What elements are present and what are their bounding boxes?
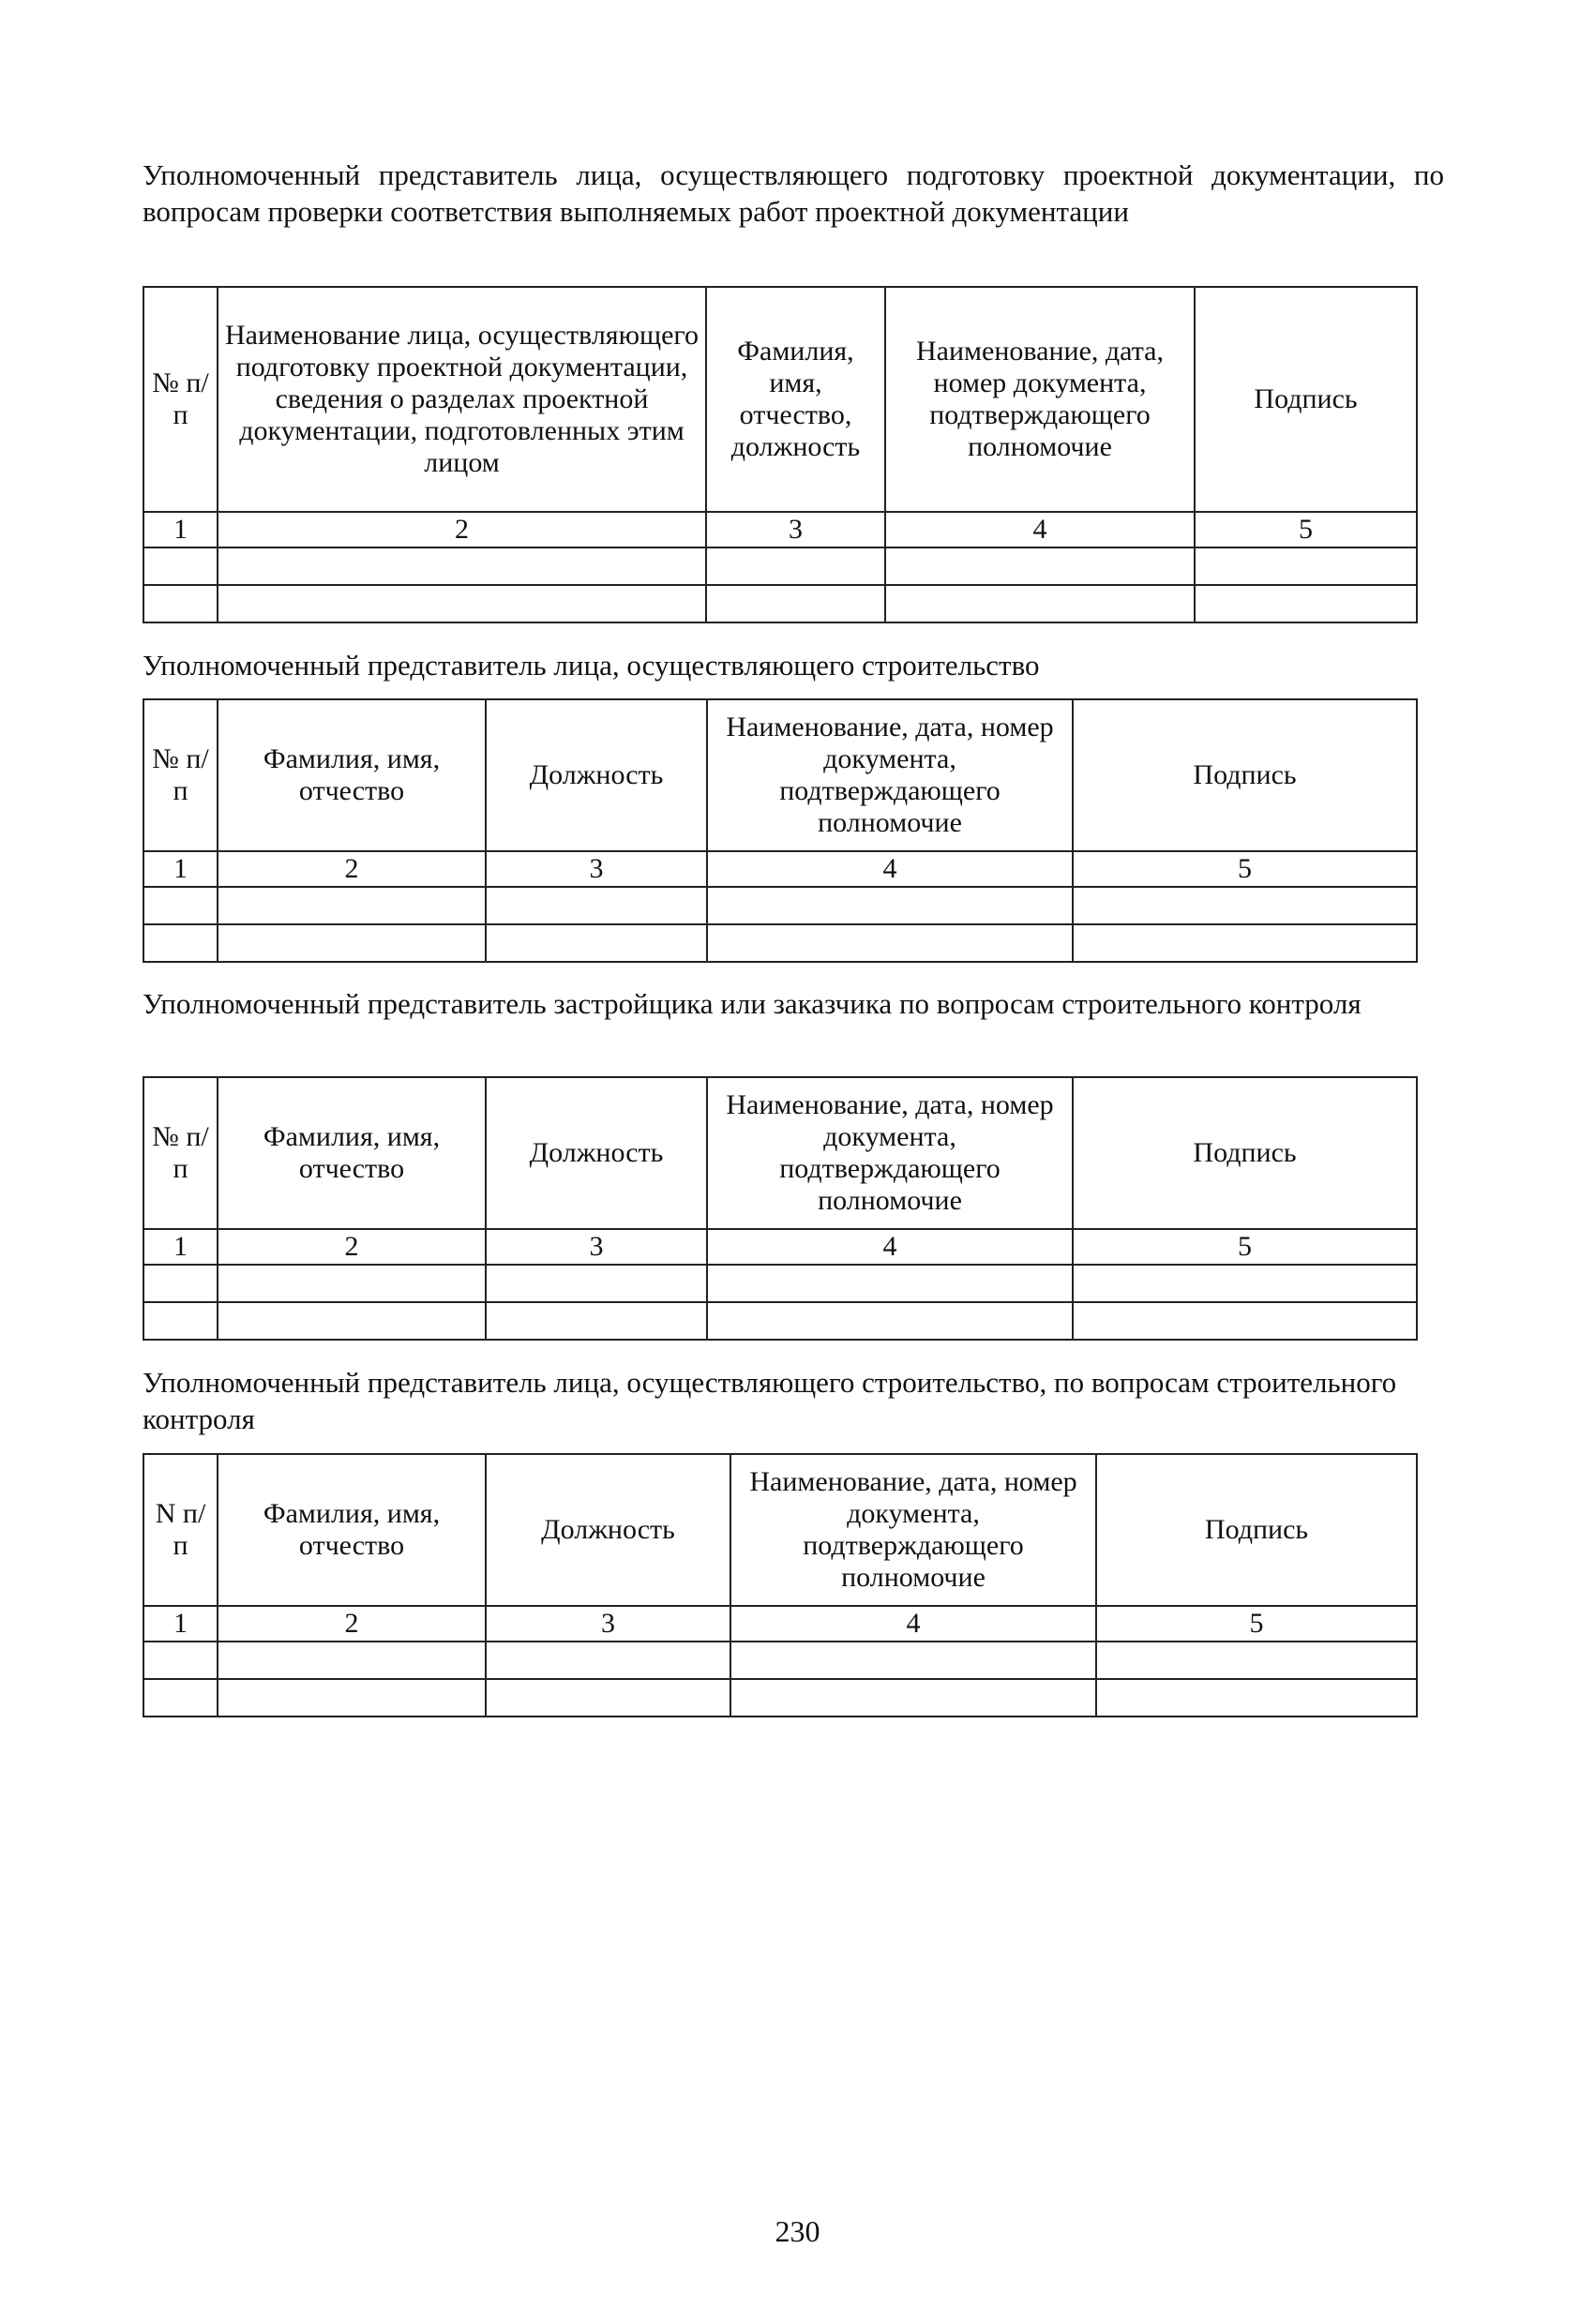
- header-signature: Подпись: [1096, 1454, 1417, 1606]
- column-number: 5: [1073, 851, 1417, 887]
- blank-cell[interactable]: [706, 585, 885, 622]
- blank-cell[interactable]: [486, 924, 707, 962]
- blank-row: [143, 585, 1417, 622]
- blank-cell[interactable]: [1096, 1679, 1417, 1717]
- section-2-table: [143, 698, 1418, 963]
- blank-cell[interactable]: [218, 1679, 486, 1717]
- column-number: 4: [885, 512, 1195, 547]
- header-signature: Подпись: [1195, 287, 1417, 512]
- blank-cell[interactable]: [885, 585, 1195, 622]
- header-number: N п/п: [143, 1454, 218, 1606]
- blank-cell[interactable]: [143, 547, 218, 585]
- blank-row: [143, 887, 1417, 924]
- header-authority-document: Наименование, дата, номер документа, подтверждающего полномочие: [707, 699, 1073, 851]
- column-number: 3: [486, 1229, 707, 1265]
- column-number: 1: [143, 512, 218, 547]
- header-authority-document: Наименование, дата, номер документа, подтверждающего полномочие: [730, 1454, 1096, 1606]
- blank-cell[interactable]: [1195, 547, 1417, 585]
- blank-cell[interactable]: [486, 1679, 730, 1717]
- blank-cell[interactable]: [218, 1642, 486, 1679]
- column-number: 3: [706, 512, 885, 547]
- header-number: № п/п: [143, 1077, 218, 1229]
- header-position: Должность: [486, 1077, 707, 1229]
- table-header-row: [143, 287, 1417, 512]
- blank-cell[interactable]: [143, 924, 218, 962]
- blank-cell[interactable]: [1073, 1302, 1417, 1340]
- header-number: № п/п: [143, 287, 218, 512]
- column-number: 3: [486, 851, 707, 887]
- header-signature: Подпись: [1073, 1077, 1417, 1229]
- blank-cell[interactable]: [1073, 887, 1417, 924]
- column-number: 2: [218, 1229, 486, 1265]
- blank-row: [143, 1679, 1417, 1717]
- blank-cell[interactable]: [486, 1642, 730, 1679]
- blank-cell[interactable]: [707, 1302, 1073, 1340]
- header-authority-document: Наименование, дата, номер документа, подтверждающего полномочие: [885, 287, 1195, 512]
- column-number: 1: [143, 1229, 218, 1265]
- blank-cell[interactable]: [143, 585, 218, 622]
- column-number: 4: [730, 1606, 1096, 1642]
- blank-cell[interactable]: [218, 547, 706, 585]
- column-number: 2: [218, 851, 486, 887]
- blank-cell[interactable]: [143, 1679, 218, 1717]
- column-number-row: [143, 512, 1417, 547]
- column-number-row: [143, 1229, 1417, 1265]
- blank-row: [143, 1265, 1417, 1302]
- blank-cell[interactable]: [1195, 585, 1417, 622]
- column-number: 5: [1195, 512, 1417, 547]
- blank-cell[interactable]: [707, 924, 1073, 962]
- blank-cell[interactable]: [707, 1265, 1073, 1302]
- column-number: 3: [486, 1606, 730, 1642]
- column-number: 4: [707, 1229, 1073, 1265]
- blank-cell[interactable]: [218, 1302, 486, 1340]
- header-full-name: Фамилия, имя, отчество: [218, 1077, 486, 1229]
- blank-cell[interactable]: [143, 887, 218, 924]
- table-header-row: [143, 1077, 1417, 1229]
- header-number: № п/п: [143, 699, 218, 851]
- section-3-caption: Уполномоченный представитель застройщика или заказчика по вопросам строительного контроля: [143, 987, 1362, 1020]
- header-signature: Подпись: [1073, 699, 1417, 851]
- header-full-name: Фамилия, имя, отчество: [218, 1454, 486, 1606]
- blank-cell[interactable]: [706, 547, 885, 585]
- section-4-table: [143, 1453, 1418, 1717]
- column-number: 1: [143, 851, 218, 887]
- blank-cell[interactable]: [143, 1642, 218, 1679]
- blank-cell[interactable]: [143, 1302, 218, 1340]
- column-number: 2: [218, 1606, 486, 1642]
- table-header-row: [143, 1454, 1417, 1606]
- blank-cell[interactable]: [1073, 1265, 1417, 1302]
- column-number: 5: [1096, 1606, 1417, 1642]
- blank-cell[interactable]: [218, 924, 486, 962]
- section-2-caption: Уполномоченный представитель лица, осуществляющего строительство: [143, 649, 1040, 682]
- blank-cell[interactable]: [707, 887, 1073, 924]
- header-position: Должность: [486, 1454, 730, 1606]
- blank-cell[interactable]: [486, 1302, 707, 1340]
- blank-row: [143, 1302, 1417, 1340]
- column-number: 1: [143, 1606, 218, 1642]
- section-3-table: [143, 1076, 1418, 1341]
- header-position: Должность: [486, 699, 707, 851]
- blank-cell[interactable]: [730, 1642, 1096, 1679]
- section-4-caption: Уполномоченный представитель лица, осуществляющего строительство, по вопросам строительного контроля: [143, 1366, 1397, 1435]
- column-number: 4: [707, 851, 1073, 887]
- blank-row: [143, 924, 1417, 962]
- column-number: 2: [218, 512, 706, 547]
- blank-cell[interactable]: [486, 887, 707, 924]
- column-number: 5: [1073, 1229, 1417, 1265]
- header-full-name-position: Фамилия, имя, отчество, должность: [706, 287, 885, 512]
- blank-cell[interactable]: [218, 585, 706, 622]
- page-number: 230: [775, 2214, 820, 2248]
- blank-cell[interactable]: [143, 1265, 218, 1302]
- blank-cell[interactable]: [1096, 1642, 1417, 1679]
- blank-cell[interactable]: [730, 1679, 1096, 1717]
- table-header-row: [143, 699, 1417, 851]
- blank-cell[interactable]: [885, 547, 1195, 585]
- column-number-row: [143, 851, 1417, 887]
- blank-cell[interactable]: [486, 1265, 707, 1302]
- column-number-row: [143, 1606, 1417, 1642]
- blank-cell[interactable]: [218, 1265, 486, 1302]
- section-1-caption: Уполномоченный представитель лица, осуществляющего подготовку проектной документации, по вопросам проверки соответствия выполняемых работ проектной документации: [143, 158, 1444, 228]
- blank-row: [143, 547, 1417, 585]
- blank-cell[interactable]: [1073, 924, 1417, 962]
- header-entity-name: Наименование лица, осуществляющего подготовку проектной документации, сведения о разделах проектной документации, подготовленных этим лицом: [218, 287, 706, 512]
- header-full-name: Фамилия, имя, отчество: [218, 699, 486, 851]
- blank-cell[interactable]: [218, 887, 486, 924]
- blank-row: [143, 1642, 1417, 1679]
- section-1-table: [143, 286, 1418, 623]
- header-authority-document: Наименование, дата, номер документа, подтверждающего полномочие: [707, 1077, 1073, 1229]
